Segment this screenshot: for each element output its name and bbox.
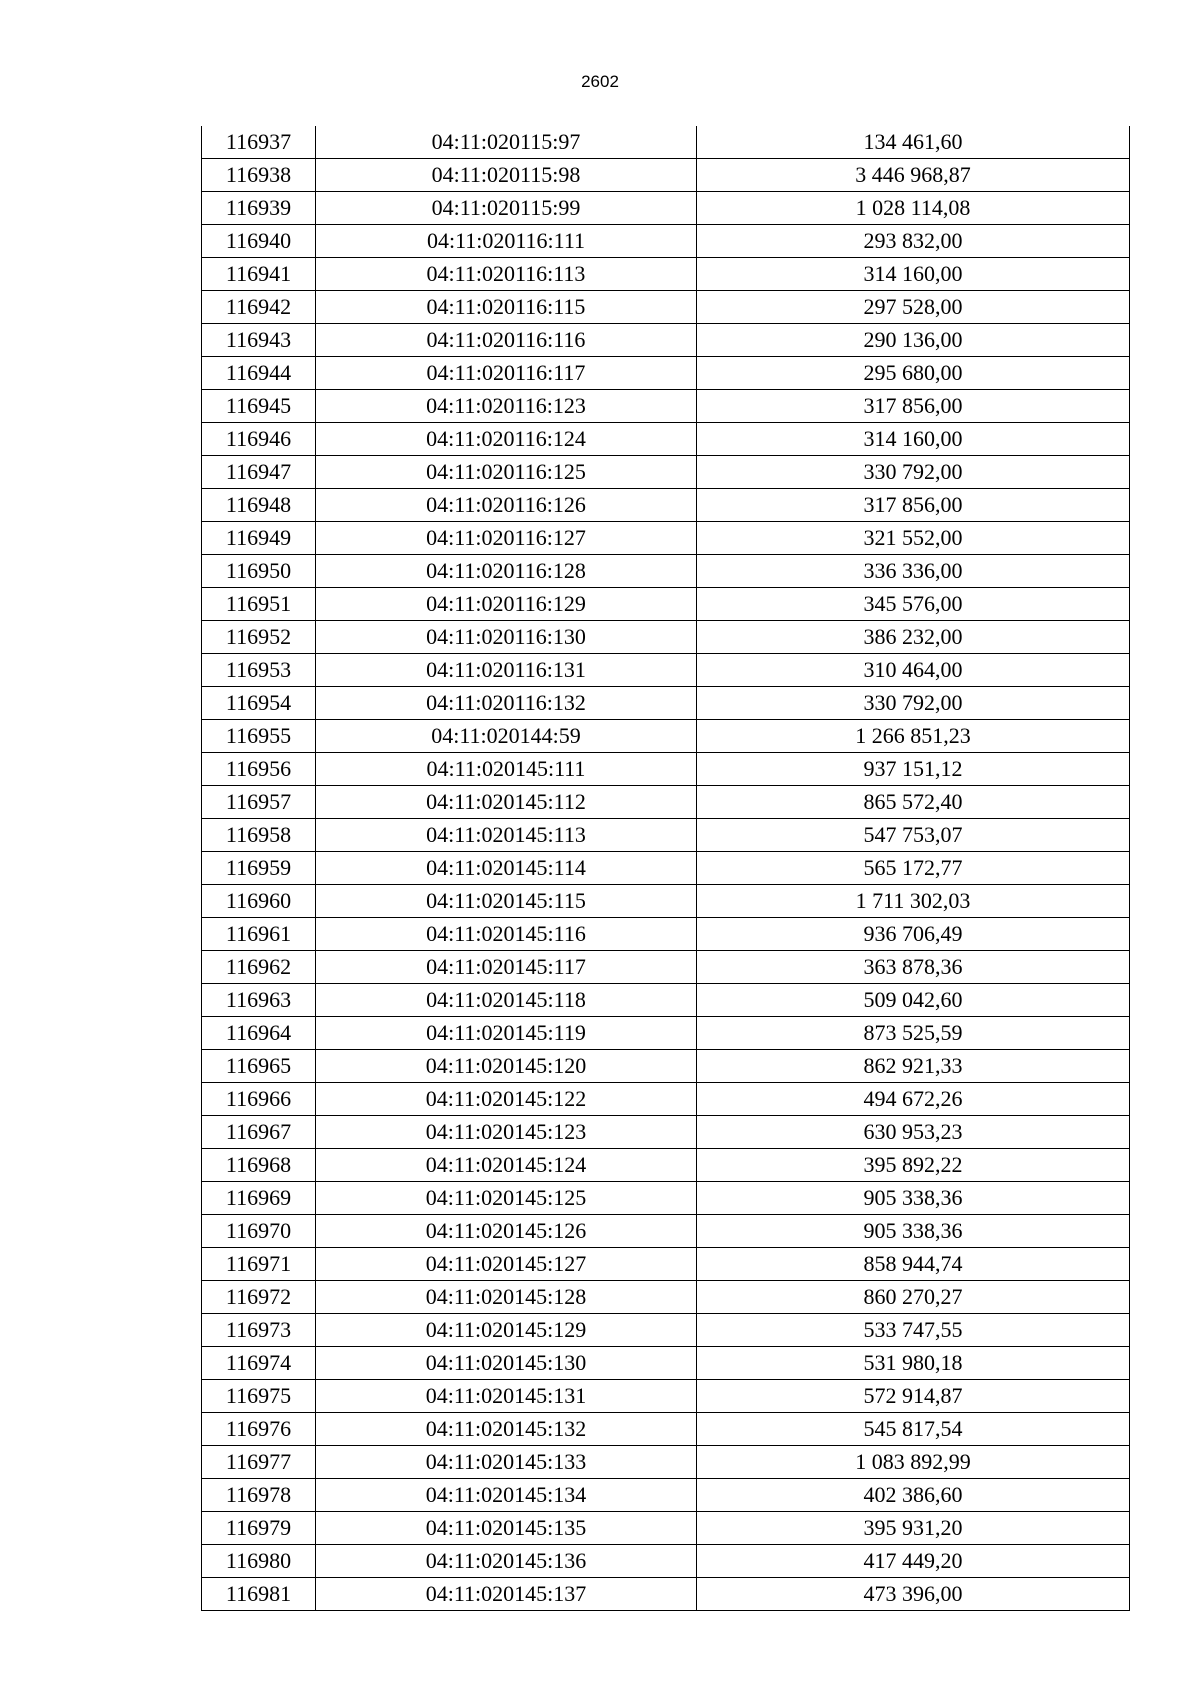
table-row — [202, 852, 1130, 885]
row-number-cell: 116937 — [202, 126, 316, 159]
cadastral-value-cell: 936 706,49 — [697, 918, 1130, 951]
cadastral-value-cell: 317 856,00 — [697, 489, 1130, 522]
table-row — [202, 1413, 1130, 1446]
cadastral-value-cell: 1 711 302,03 — [697, 885, 1130, 918]
row-number-cell: 116960 — [202, 885, 316, 918]
cadastral-value-cell: 533 747,55 — [697, 1314, 1130, 1347]
cadastral-number-cell: 04:11:020115:99 — [316, 192, 697, 225]
row-number-cell: 116955 — [202, 720, 316, 753]
table-row — [202, 159, 1130, 192]
cadastral-number-cell: 04:11:020115:98 — [316, 159, 697, 192]
row-number-cell: 116959 — [202, 852, 316, 885]
table-row — [202, 1380, 1130, 1413]
cadastral-value-cell: 937 151,12 — [697, 753, 1130, 786]
table-row — [202, 1149, 1130, 1182]
table-row — [202, 489, 1130, 522]
cadastral-value-cell: 865 572,40 — [697, 786, 1130, 819]
cadastral-value-cell: 297 528,00 — [697, 291, 1130, 324]
cadastral-value-cell: 314 160,00 — [697, 258, 1130, 291]
table-row — [202, 225, 1130, 258]
cadastral-number-cell: 04:11:020145:122 — [316, 1083, 697, 1116]
row-number-cell: 116974 — [202, 1347, 316, 1380]
cadastral-value-cell: 330 792,00 — [697, 456, 1130, 489]
cadastral-number-cell: 04:11:020116:131 — [316, 654, 697, 687]
cadastral-value-cell: 134 461,60 — [697, 126, 1130, 159]
table-row — [202, 1017, 1130, 1050]
row-number-cell: 116953 — [202, 654, 316, 687]
row-number-cell: 116957 — [202, 786, 316, 819]
row-number-cell: 116956 — [202, 753, 316, 786]
row-number-cell: 116958 — [202, 819, 316, 852]
table-row — [202, 555, 1130, 588]
cadastral-value-cell: 290 136,00 — [697, 324, 1130, 357]
row-number-cell: 116976 — [202, 1413, 316, 1446]
cadastral-value-cell: 386 232,00 — [697, 621, 1130, 654]
cadastral-value-cell: 1 266 851,23 — [697, 720, 1130, 753]
table-row — [202, 1545, 1130, 1578]
row-number-cell: 116966 — [202, 1083, 316, 1116]
cadastral-number-cell: 04:11:020145:133 — [316, 1446, 697, 1479]
cadastral-value-cell: 310 464,00 — [697, 654, 1130, 687]
cadastral-number-cell: 04:11:020116:115 — [316, 291, 697, 324]
cadastral-number-cell: 04:11:020145:137 — [316, 1578, 697, 1611]
table-row — [202, 1479, 1130, 1512]
row-number-cell: 116941 — [202, 258, 316, 291]
table-row — [202, 687, 1130, 720]
table-row — [202, 654, 1130, 687]
cadastral-number-cell: 04:11:020145:112 — [316, 786, 697, 819]
table-row — [202, 984, 1130, 1017]
table-row — [202, 456, 1130, 489]
row-number-cell: 116968 — [202, 1149, 316, 1182]
cadastral-number-cell: 04:11:020145:111 — [316, 753, 697, 786]
cadastral-value-cell: 905 338,36 — [697, 1215, 1130, 1248]
cadastral-value-cell: 473 396,00 — [697, 1578, 1130, 1611]
table-row — [202, 1083, 1130, 1116]
row-number-cell: 116971 — [202, 1248, 316, 1281]
cadastral-number-cell: 04:11:020116:130 — [316, 621, 697, 654]
row-number-cell: 116951 — [202, 588, 316, 621]
table-row — [202, 324, 1130, 357]
table-row — [202, 1578, 1130, 1611]
row-number-cell: 116944 — [202, 357, 316, 390]
row-number-cell: 116939 — [202, 192, 316, 225]
cadastral-number-cell: 04:11:020145:130 — [316, 1347, 697, 1380]
cadastral-number-cell: 04:11:020145:126 — [316, 1215, 697, 1248]
cadastral-value-cell: 345 576,00 — [697, 588, 1130, 621]
cadastral-number-cell: 04:11:020145:129 — [316, 1314, 697, 1347]
cadastral-number-cell: 04:11:020145:115 — [316, 885, 697, 918]
row-number-cell: 116947 — [202, 456, 316, 489]
cadastral-number-cell: 04:11:020145:127 — [316, 1248, 697, 1281]
row-number-cell: 116973 — [202, 1314, 316, 1347]
cadastral-number-cell: 04:11:020144:59 — [316, 720, 697, 753]
table-row — [202, 291, 1130, 324]
table-row — [202, 258, 1130, 291]
cadastral-value-cell: 402 386,60 — [697, 1479, 1130, 1512]
cadastral-value-table — [201, 126, 1130, 1611]
cadastral-number-cell: 04:11:020116:126 — [316, 489, 697, 522]
cadastral-number-cell: 04:11:020145:136 — [316, 1545, 697, 1578]
cadastral-value-cell: 572 914,87 — [697, 1380, 1130, 1413]
page-number: 2602 — [581, 72, 619, 91]
table-row — [202, 390, 1130, 423]
table-row — [202, 1281, 1130, 1314]
cadastral-number-cell: 04:11:020145:114 — [316, 852, 697, 885]
cadastral-number-cell: 04:11:020145:134 — [316, 1479, 697, 1512]
table-row — [202, 1116, 1130, 1149]
cadastral-number-cell: 04:11:020116:128 — [316, 555, 697, 588]
table-row — [202, 885, 1130, 918]
row-number-cell: 116943 — [202, 324, 316, 357]
row-number-cell: 116979 — [202, 1512, 316, 1545]
table-row — [202, 1248, 1130, 1281]
table-row — [202, 786, 1130, 819]
cadastral-value-cell: 509 042,60 — [697, 984, 1130, 1017]
cadastral-value-cell: 905 338,36 — [697, 1182, 1130, 1215]
row-number-cell: 116942 — [202, 291, 316, 324]
row-number-cell: 116946 — [202, 423, 316, 456]
row-number-cell: 116954 — [202, 687, 316, 720]
cadastral-value-cell: 3 446 968,87 — [697, 159, 1130, 192]
cadastral-number-cell: 04:11:020116:132 — [316, 687, 697, 720]
table-row — [202, 423, 1130, 456]
cadastral-value-table-container — [201, 126, 1129, 1611]
table-row — [202, 1314, 1130, 1347]
row-number-cell: 116961 — [202, 918, 316, 951]
table-row — [202, 522, 1130, 555]
cadastral-value-cell: 1 083 892,99 — [697, 1446, 1130, 1479]
cadastral-value-cell: 395 931,20 — [697, 1512, 1130, 1545]
cadastral-number-cell: 04:11:020116:125 — [316, 456, 697, 489]
row-number-cell: 116965 — [202, 1050, 316, 1083]
cadastral-value-cell: 293 832,00 — [697, 225, 1130, 258]
cadastral-value-cell: 531 980,18 — [697, 1347, 1130, 1380]
cadastral-value-cell: 314 160,00 — [697, 423, 1130, 456]
cadastral-number-cell: 04:11:020116:111 — [316, 225, 697, 258]
row-number-cell: 116938 — [202, 159, 316, 192]
cadastral-value-cell: 363 878,36 — [697, 951, 1130, 984]
cadastral-number-cell: 04:11:020145:117 — [316, 951, 697, 984]
cadastral-number-cell: 04:11:020145:128 — [316, 1281, 697, 1314]
table-row — [202, 357, 1130, 390]
cadastral-value-cell: 1 028 114,08 — [697, 192, 1130, 225]
row-number-cell: 116981 — [202, 1578, 316, 1611]
row-number-cell: 116945 — [202, 390, 316, 423]
row-number-cell: 116962 — [202, 951, 316, 984]
cadastral-number-cell: 04:11:020145:125 — [316, 1182, 697, 1215]
row-number-cell: 116978 — [202, 1479, 316, 1512]
cadastral-number-cell: 04:11:020145:118 — [316, 984, 697, 1017]
row-number-cell: 116952 — [202, 621, 316, 654]
table-row — [202, 951, 1130, 984]
table-row — [202, 588, 1130, 621]
row-number-cell: 116948 — [202, 489, 316, 522]
cadastral-value-cell: 395 892,22 — [697, 1149, 1130, 1182]
table-row — [202, 1512, 1130, 1545]
table-row — [202, 1446, 1130, 1479]
cadastral-number-cell: 04:11:020115:97 — [316, 126, 697, 159]
cadastral-number-cell: 04:11:020145:113 — [316, 819, 697, 852]
row-number-cell: 116975 — [202, 1380, 316, 1413]
row-number-cell: 116980 — [202, 1545, 316, 1578]
table-row — [202, 126, 1130, 159]
table-row — [202, 720, 1130, 753]
cadastral-number-cell: 04:11:020116:129 — [316, 588, 697, 621]
table-row — [202, 192, 1130, 225]
cadastral-value-cell: 630 953,23 — [697, 1116, 1130, 1149]
cadastral-value-cell: 417 449,20 — [697, 1545, 1130, 1578]
cadastral-number-cell: 04:11:020116:117 — [316, 357, 697, 390]
cadastral-value-cell: 336 336,00 — [697, 555, 1130, 588]
cadastral-number-cell: 04:11:020145:116 — [316, 918, 697, 951]
row-number-cell: 116963 — [202, 984, 316, 1017]
row-number-cell: 116972 — [202, 1281, 316, 1314]
table-row — [202, 1182, 1130, 1215]
table-row — [202, 1050, 1130, 1083]
cadastral-value-cell: 494 672,26 — [697, 1083, 1130, 1116]
cadastral-value-cell: 317 856,00 — [697, 390, 1130, 423]
row-number-cell: 116967 — [202, 1116, 316, 1149]
row-number-cell: 116940 — [202, 225, 316, 258]
cadastral-number-cell: 04:11:020145:132 — [316, 1413, 697, 1446]
table-row — [202, 1347, 1130, 1380]
table-row — [202, 1215, 1130, 1248]
cadastral-value-cell: 858 944,74 — [697, 1248, 1130, 1281]
cadastral-value-cell: 873 525,59 — [697, 1017, 1130, 1050]
table-row — [202, 621, 1130, 654]
cadastral-number-cell: 04:11:020145:131 — [316, 1380, 697, 1413]
cadastral-number-cell: 04:11:020145:135 — [316, 1512, 697, 1545]
table-row — [202, 918, 1130, 951]
row-number-cell: 116949 — [202, 522, 316, 555]
cadastral-value-cell: 565 172,77 — [697, 852, 1130, 885]
cadastral-number-cell: 04:11:020116:124 — [316, 423, 697, 456]
table-row — [202, 819, 1130, 852]
cadastral-number-cell: 04:11:020145:119 — [316, 1017, 697, 1050]
cadastral-number-cell: 04:11:020145:123 — [316, 1116, 697, 1149]
row-number-cell: 116969 — [202, 1182, 316, 1215]
cadastral-value-cell: 862 921,33 — [697, 1050, 1130, 1083]
row-number-cell: 116977 — [202, 1446, 316, 1479]
cadastral-value-cell: 330 792,00 — [697, 687, 1130, 720]
row-number-cell: 116964 — [202, 1017, 316, 1050]
row-number-cell: 116970 — [202, 1215, 316, 1248]
cadastral-number-cell: 04:11:020116:127 — [316, 522, 697, 555]
row-number-cell: 116950 — [202, 555, 316, 588]
cadastral-number-cell: 04:11:020116:116 — [316, 324, 697, 357]
cadastral-value-cell: 295 680,00 — [697, 357, 1130, 390]
cadastral-number-cell: 04:11:020116:123 — [316, 390, 697, 423]
cadastral-value-cell: 547 753,07 — [697, 819, 1130, 852]
cadastral-number-cell: 04:11:020145:124 — [316, 1149, 697, 1182]
cadastral-value-cell: 545 817,54 — [697, 1413, 1130, 1446]
cadastral-value-cell: 321 552,00 — [697, 522, 1130, 555]
table-row — [202, 753, 1130, 786]
table-body — [202, 126, 1130, 1611]
cadastral-number-cell: 04:11:020116:113 — [316, 258, 697, 291]
cadastral-number-cell: 04:11:020145:120 — [316, 1050, 697, 1083]
cadastral-value-cell: 860 270,27 — [697, 1281, 1130, 1314]
